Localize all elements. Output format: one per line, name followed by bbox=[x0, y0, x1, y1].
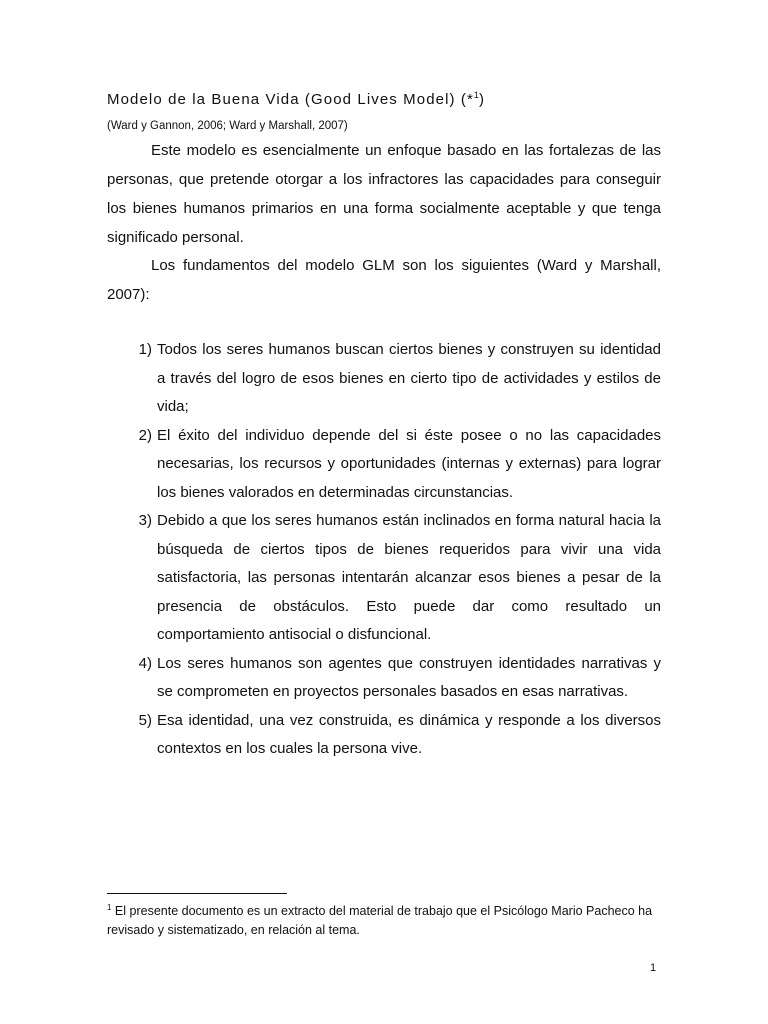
list-item bbox=[107, 422, 661, 508]
title-close: ) bbox=[478, 91, 486, 108]
paragraph-fundamentals: Los fundamentos del modelo GLM son los siguientes (Ward y Marshall, 2007): bbox=[107, 257, 661, 303]
footnote bbox=[107, 898, 661, 940]
footnote-separator bbox=[107, 893, 287, 894]
fundamentals-list bbox=[107, 336, 661, 764]
list-item-number: 5) bbox=[138, 711, 152, 729]
list-item bbox=[107, 707, 661, 764]
list-item-number: 1) bbox=[138, 341, 152, 358]
page-number: 1 bbox=[650, 962, 657, 974]
list-item-text: Todos los seres humanos buscan ciertos bienes y construyen su identidad a través del logro de esos bienes en cierto tipo de actividades y estilos de vida; bbox=[157, 341, 661, 415]
list-item-text: Debido a que los seres humanos están inclinados en forma natural hacia la búsqueda de ciertos tipos de bienes requeridos para vivir una vida satisfactoria, las personas intentarán alcanzar esos bienes a pesar de la presencia de obstáculos. Esto puede dar como resultado un comportamiento antisocial o disfuncional. bbox=[157, 512, 661, 643]
list-item-text: El éxito del individuo depende del si éste posee o no las capacidades necesarias, los recursos y oportunidades (internas y externas) para lograr los bienes valorados en determinadas circunstancias. bbox=[157, 426, 661, 501]
title-text: Modelo de la Buena Vida (Good Lives Model) (* bbox=[107, 91, 474, 108]
list-item-text: Los seres humanos son agentes que construyen identidades narrativas y se comprometen en proyectos personales basados en esas narrativas. bbox=[157, 654, 661, 700]
list-item-text: Esa identidad, una vez construida, es dinámica y responde a los diversos contextos en los cuales la persona vive. bbox=[157, 711, 661, 757]
document-title bbox=[107, 90, 485, 108]
footnote-marker: 1 bbox=[107, 903, 112, 912]
citation: (Ward y Gannon, 2006; Ward y Marshall, 2007) bbox=[107, 120, 348, 132]
list-item bbox=[107, 650, 661, 707]
paragraph-intro: Este modelo es esencialmente un enfoque basado en las fortalezas de las personas, que pretende otorgar a los infractores las capacidades para conseguir los bienes humanos primarios en una forma socialmente aceptable y que tenga significado personal. bbox=[107, 142, 661, 246]
list-item-number: 3) bbox=[138, 512, 152, 529]
list-item bbox=[107, 336, 661, 422]
list-item bbox=[107, 507, 661, 650]
footnote-text: El presente documento es un extracto del material de trabajo que el Psicólogo Mario Pacheco ha revisado y sistematizado, en relación al tema. bbox=[107, 904, 653, 938]
title-footnote-ref: 1 bbox=[473, 90, 479, 100]
list-item-number: 2) bbox=[138, 426, 152, 444]
list-item-number: 4) bbox=[138, 654, 152, 672]
